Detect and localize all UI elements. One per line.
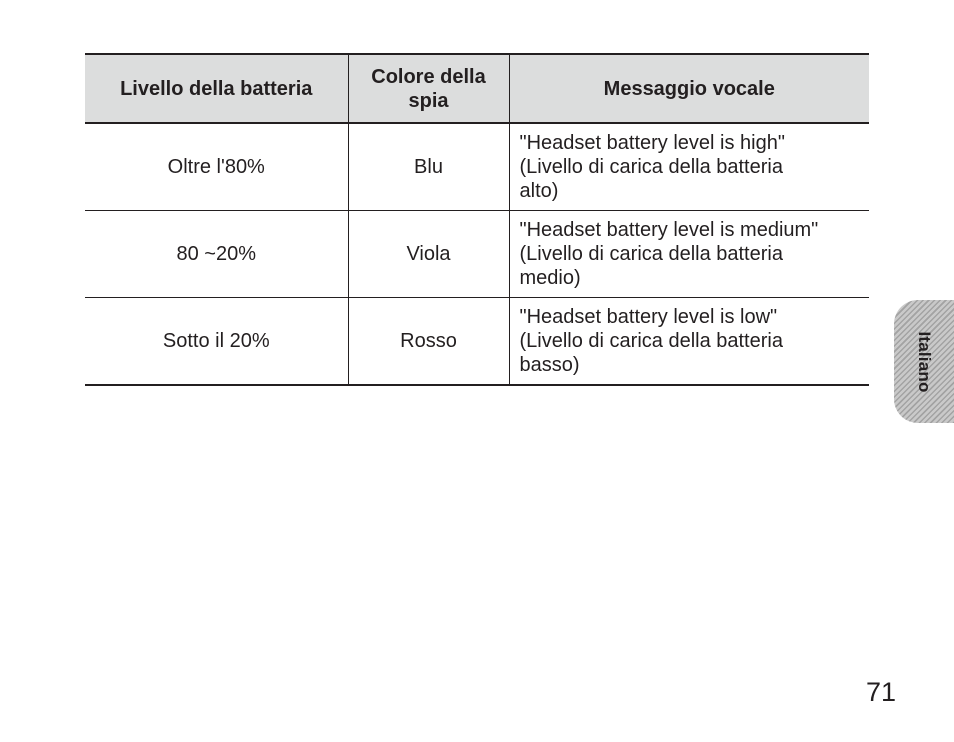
cell-battery-level: Oltre l'80% bbox=[85, 123, 348, 211]
header-indicator-color-line2: spia bbox=[408, 89, 449, 112]
table-header-row bbox=[85, 54, 869, 123]
header-indicator-color-line1: Colore della bbox=[371, 65, 486, 88]
message-line: (Livello di carica della batteria bbox=[519, 156, 783, 178]
cell-indicator-color: Blu bbox=[348, 123, 509, 211]
table-row bbox=[85, 123, 869, 211]
message-line: alto) bbox=[519, 180, 559, 202]
cell-battery-level: Sotto il 20% bbox=[85, 298, 348, 386]
header-indicator-color bbox=[348, 54, 509, 123]
cell-indicator-color: Viola bbox=[348, 211, 509, 298]
cell-battery-level: 80 ~20% bbox=[85, 211, 348, 298]
language-side-tab-label: Italiano bbox=[915, 330, 934, 393]
message-line: basso) bbox=[519, 354, 580, 376]
page-number: 71 bbox=[865, 677, 896, 707]
header-battery-level bbox=[85, 54, 348, 123]
table-row bbox=[85, 298, 869, 386]
language-side-tab bbox=[894, 300, 954, 423]
table-header bbox=[85, 54, 869, 123]
message-line: "Headset battery level is high" bbox=[519, 132, 785, 154]
message-line: (Livello di carica della batteria bbox=[519, 243, 783, 265]
header-voice-message-text: Messaggio vocale bbox=[603, 77, 775, 100]
cell-voice-message bbox=[509, 123, 869, 211]
message-line: medio) bbox=[519, 267, 581, 289]
header-voice-message bbox=[509, 54, 869, 123]
message-line: (Livello di carica della batteria bbox=[519, 330, 783, 352]
table-body bbox=[85, 123, 869, 385]
cell-voice-message bbox=[509, 211, 869, 298]
header-battery-level-text: Livello della batteria bbox=[120, 77, 313, 100]
cell-indicator-color: Rosso bbox=[348, 298, 509, 386]
battery-level-table bbox=[85, 53, 869, 386]
message-line: "Headset battery level is medium" bbox=[519, 219, 819, 241]
message-line: "Headset battery level is low" bbox=[519, 306, 778, 328]
table-row bbox=[85, 211, 869, 298]
cell-voice-message bbox=[509, 298, 869, 386]
